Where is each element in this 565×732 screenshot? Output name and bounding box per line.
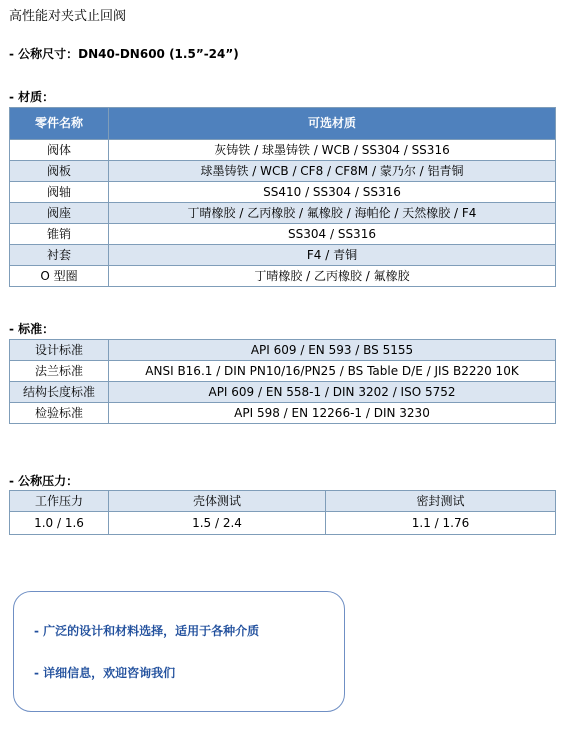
- note-line: - 广泛的设计和材料选择，适用于各种介质: [34, 624, 260, 638]
- page-title: 高性能对夹式止回阀: [9, 9, 127, 24]
- header-part-name: 零件名称: [10, 108, 109, 140]
- standard-value-cell: API 609 / EN 593 / BS 5155: [109, 340, 556, 361]
- standard-name-cell: 检验标准: [10, 403, 109, 424]
- standard-name-cell: 结构长度标准: [10, 382, 109, 403]
- header-material: 可选材质: [109, 108, 556, 140]
- info-note-box: [13, 591, 345, 712]
- standard-value-cell: ANSI B16.1 / DIN PN10/16/PN25 / BS Table D/E / JIS B2220 10K: [109, 361, 556, 382]
- working-pressure-value: 1.0 / 1.6: [10, 512, 109, 535]
- part-cell: 阀座: [10, 203, 109, 224]
- material-cell: SS304 / SS316: [109, 224, 556, 245]
- seal-test-value: 1.1 / 1.76: [326, 512, 556, 535]
- standard-value-cell: API 609 / EN 558-1 / DIN 3202 / ISO 5752: [109, 382, 556, 403]
- standard-value-cell: API 598 / EN 12266-1 / DIN 3230: [109, 403, 556, 424]
- material-heading: - 材质：: [9, 90, 55, 104]
- table-row: [10, 266, 556, 287]
- header-seal-test: 密封测试: [326, 491, 556, 512]
- part-cell: 阀板: [10, 161, 109, 182]
- material-header-row: [10, 108, 556, 140]
- table-row: [10, 382, 556, 403]
- pressure-heading: - 公称压力：: [9, 474, 79, 488]
- material-cell: 丁晴橡胶 / 乙丙橡胶 / 氟橡胶: [109, 266, 556, 287]
- size-line: - 公称尺寸：DN40-DN600 (1.5”-24”): [9, 47, 239, 61]
- material-cell: 球墨铸铁 / WCB / CF8 / CF8M / 蒙乃尔 / 铝青铜: [109, 161, 556, 182]
- table-row: [10, 340, 556, 361]
- part-cell: 阀体: [10, 140, 109, 161]
- pressure-header-row: [10, 491, 556, 512]
- note-line: - 详细信息，欢迎咨询我们: [34, 666, 176, 680]
- header-working-pressure: 工作压力: [10, 491, 109, 512]
- table-row: [10, 403, 556, 424]
- table-row: [10, 361, 556, 382]
- material-cell: 灰铸铁 / 球墨铸铁 / WCB / SS304 / SS316: [109, 140, 556, 161]
- table-row: [10, 140, 556, 161]
- table-row: [10, 203, 556, 224]
- table-row: [10, 512, 556, 535]
- pressure-table: [9, 490, 556, 535]
- table-row: [10, 182, 556, 203]
- material-cell: SS410 / SS304 / SS316: [109, 182, 556, 203]
- part-cell: 阀轴: [10, 182, 109, 203]
- table-row: [10, 245, 556, 266]
- shell-test-value: 1.5 / 2.4: [109, 512, 326, 535]
- part-cell: O 型圈: [10, 266, 109, 287]
- standard-name-cell: 设计标准: [10, 340, 109, 361]
- material-table: [9, 107, 556, 287]
- table-row: [10, 224, 556, 245]
- part-cell: 衬套: [10, 245, 109, 266]
- header-shell-test: 壳体测试: [109, 491, 326, 512]
- table-row: [10, 161, 556, 182]
- standard-heading: - 标准：: [9, 322, 55, 336]
- standard-table: [9, 339, 556, 424]
- material-cell: 丁晴橡胶 / 乙丙橡胶 / 氟橡胶 / 海帕伦 / 天然橡胶 / F4: [109, 203, 556, 224]
- part-cell: 锥销: [10, 224, 109, 245]
- standard-name-cell: 法兰标准: [10, 361, 109, 382]
- material-cell: F4 / 青铜: [109, 245, 556, 266]
